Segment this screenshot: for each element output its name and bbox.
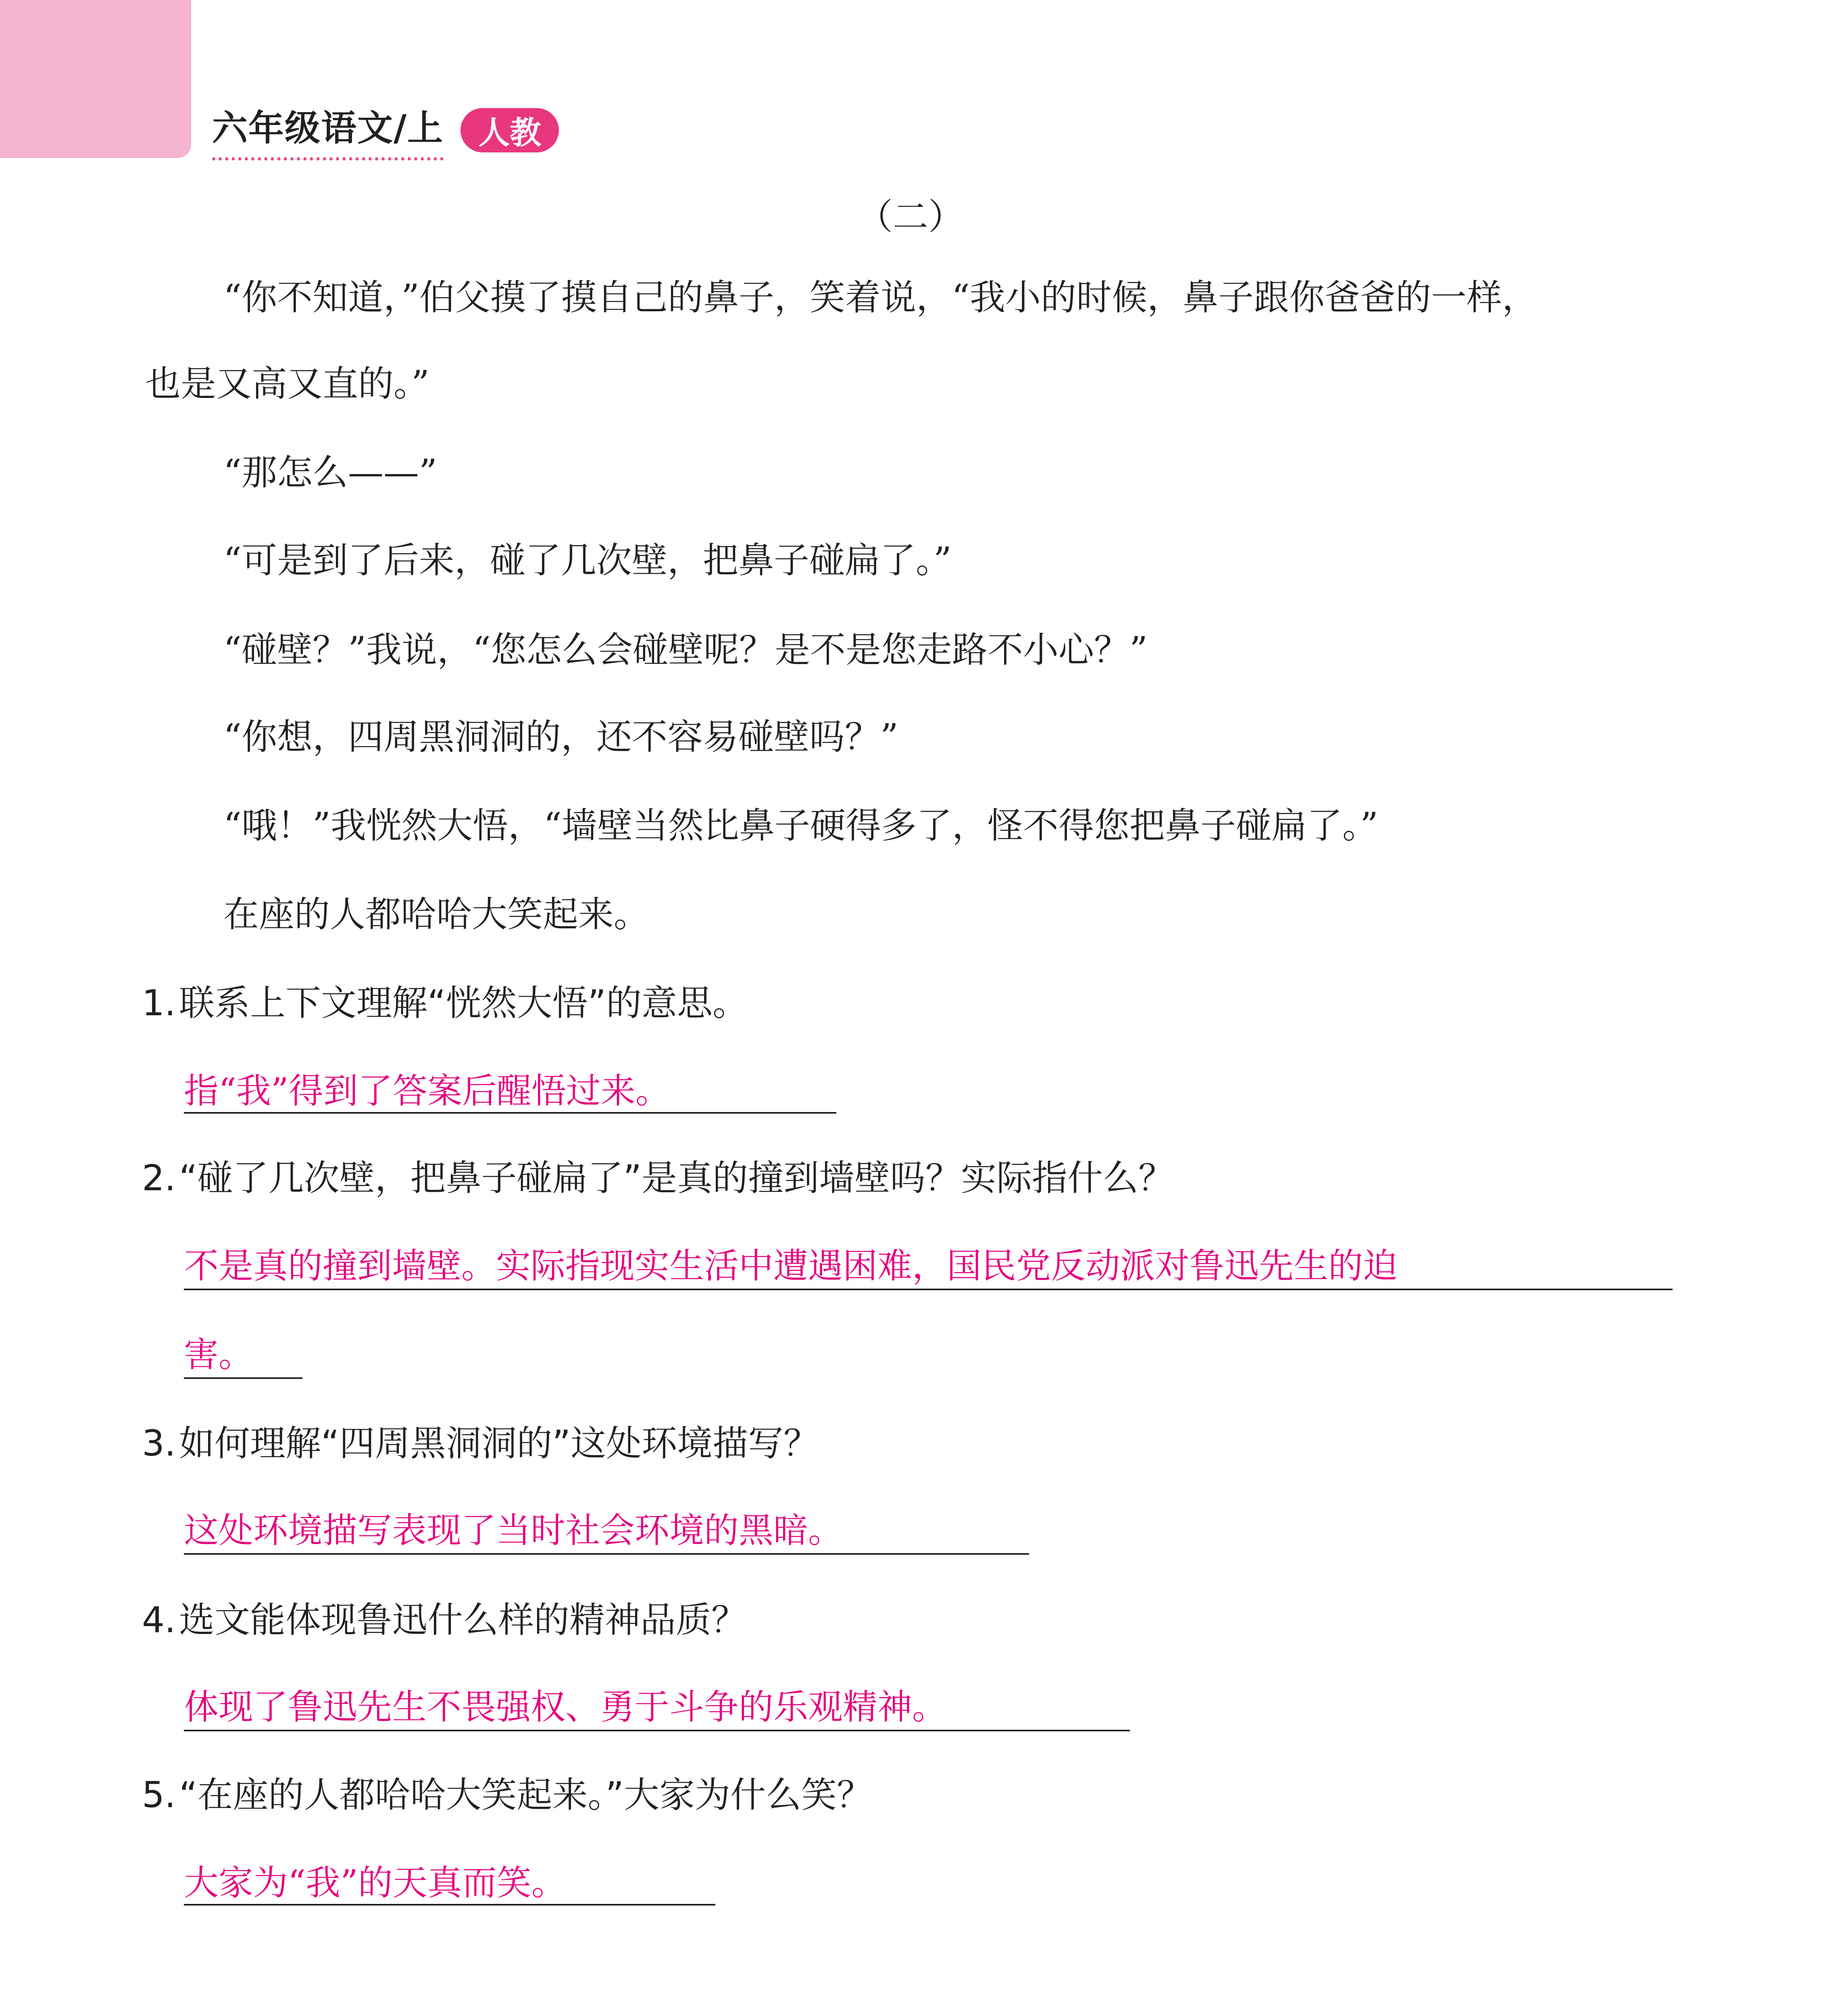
question-2 (142, 1158, 1174, 1198)
answer-4: 体现了鲁迅先生不畏强权、勇于斗争的乐观精神。 (184, 1687, 947, 1727)
passage-line: “你想，四周黑洞洞的，还不容易碰壁吗？” (223, 716, 898, 758)
question-number: 2. (142, 1157, 176, 1199)
answer-5: 大家为“我”的天真而笑。 (184, 1863, 566, 1903)
question-number: 4. (142, 1599, 176, 1641)
passage-line: “哦！”我恍然大悟，“墙壁当然比鼻子硬得多了，怪不得您把鼻子碰扁了。” (223, 805, 1378, 846)
passage-line: “那怎么——” (223, 452, 437, 493)
grade-label: 六年级语文/上 (212, 100, 444, 160)
corner-decoration (0, 0, 191, 158)
passage-line: “可是到了后来，碰了几次壁，把鼻子碰扁了。” (223, 539, 952, 581)
answer-underline (184, 1553, 1029, 1555)
answer-underline (184, 1377, 302, 1379)
answer-underline (184, 1289, 1673, 1290)
passage-line: 也是又高又直的。” (145, 363, 429, 404)
answer-2-continued: 害。 (184, 1335, 253, 1375)
question-text: “碰了几次壁，把鼻子碰扁了”是真的撞到墙壁吗？实际指什么？ (179, 1157, 1174, 1199)
question-text: 选文能体现鲁迅什么样的精神品质？ (179, 1599, 747, 1641)
question-number: 3. (142, 1422, 176, 1464)
question-text: 联系上下文理解“恍然大悟”的意思。 (179, 982, 748, 1024)
question-1 (142, 983, 748, 1023)
section-title: （二） (857, 196, 964, 237)
question-text: “在座的人都哈哈大笑起来。”大家为什么笑？ (179, 1774, 873, 1816)
passage-line: “你不知道，”伯父摸了摸自己的鼻子，笑着说，“我小的时候，鼻子跟你爸爸的一样， (223, 277, 1538, 318)
answer-underline (184, 1904, 715, 1906)
question-4 (142, 1600, 747, 1640)
question-text: 如何理解“四周黑洞洞的”这处环境描写？ (179, 1422, 819, 1464)
question-5 (142, 1775, 872, 1815)
question-number: 1. (142, 982, 176, 1024)
answer-underline (184, 1730, 1130, 1731)
answer-2: 不是真的撞到墙壁。实际指现实生活中遭遇困难，国民党反动派对鲁迅先生的迫 (184, 1246, 1398, 1286)
answer-1: 指“我”得到了答案后醒悟过来。 (184, 1071, 670, 1111)
question-number: 5. (142, 1774, 176, 1816)
passage-line: “碰壁？”我说，“您怎么会碰壁呢？是不是您走路不小心？” (223, 629, 1148, 671)
passage-line: 在座的人都哈哈大笑起来。 (223, 893, 650, 935)
page-header (212, 104, 559, 156)
question-3 (142, 1423, 819, 1464)
answer-3: 这处环境描写表现了当时社会环境的黑暗。 (184, 1510, 843, 1551)
answer-underline (184, 1112, 836, 1114)
edition-badge: 人教 (460, 108, 559, 152)
